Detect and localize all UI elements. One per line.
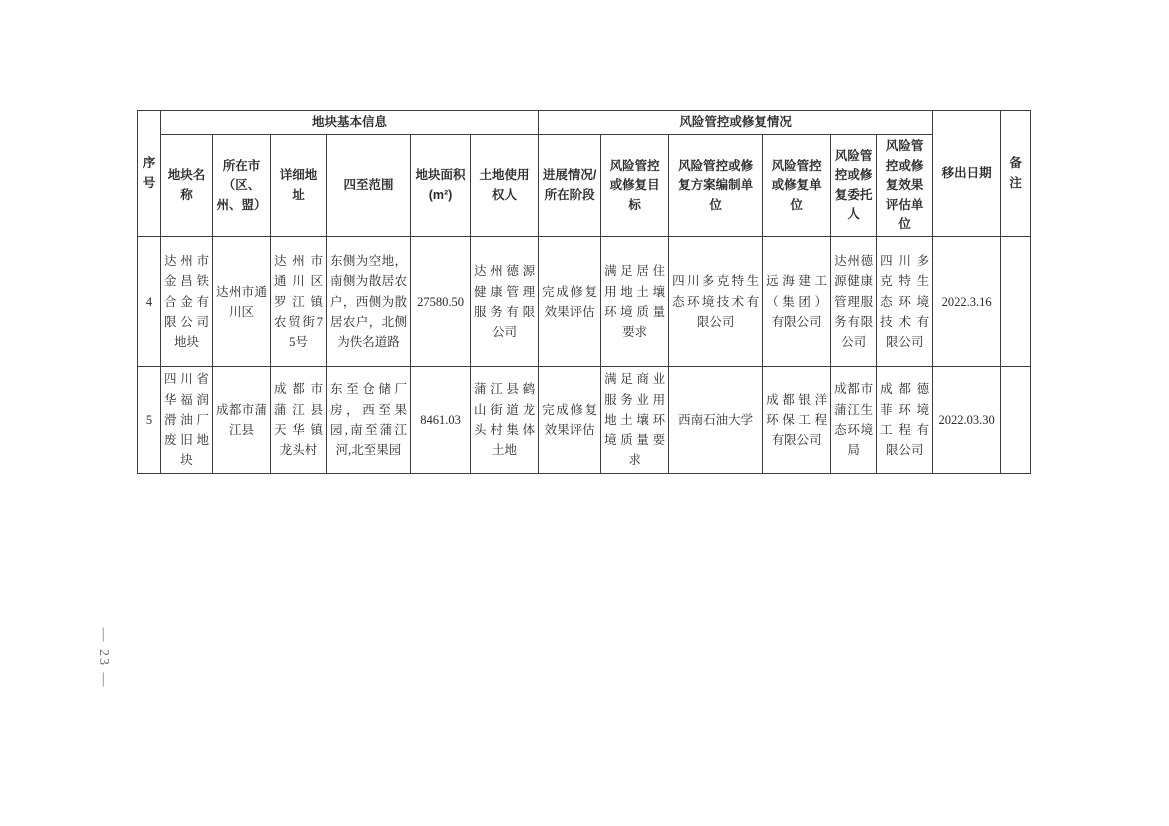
cell-area: 27580.50	[411, 237, 471, 367]
cell-boundaries: 东侧为空地，南侧为散居农户，西侧为散居农户，北侧为佚名道路	[327, 237, 411, 367]
cell-city: 成都市蒲江县	[213, 367, 271, 473]
header-evaluator: 风险管控或修复效果评估单位	[877, 135, 933, 237]
header-removal-date: 移出日期	[933, 111, 1001, 237]
header-group-risk-info: 风险管控或修复情况	[539, 111, 933, 135]
cell-progress: 完成修复效果评估	[539, 367, 601, 473]
header-land-user: 土地使用权人	[471, 135, 539, 237]
cell-city: 达州市通川区	[213, 237, 271, 367]
cell-evaluator: 四川多克特生态环境技术有限公司	[877, 237, 933, 367]
cell-progress: 完成修复效果评估	[539, 237, 601, 367]
cell-target: 满足居住用地土壤环境质量要求	[601, 237, 669, 367]
cell-address: 成都市蒲江县天华镇龙头村	[271, 367, 327, 473]
cell-client: 成都市蒲江生态环境局	[831, 367, 877, 473]
cell-parcel-name: 达州市金昌铁合金有限公司地块	[161, 237, 213, 367]
header-serial: 序号	[138, 111, 161, 237]
cell-repair-unit: 成都银洋环保工程有限公司	[763, 367, 831, 473]
header-area: 地块面积(m²)	[411, 135, 471, 237]
cell-remark	[1001, 237, 1031, 367]
table-subheader-row	[138, 135, 1031, 237]
cell-evaluator: 成都德菲环境工程有限公司	[877, 367, 933, 473]
table-row	[138, 237, 1031, 367]
cell-plan-maker: 西南石油大学	[669, 367, 763, 473]
header-boundaries: 四至范围	[327, 135, 411, 237]
header-target: 风险管控或修复目标	[601, 135, 669, 237]
cell-removal-date: 2022.3.16	[933, 237, 1001, 367]
table-group-header-row	[138, 111, 1031, 135]
cell-target: 满足商业服务业用地土壤环境质量要求	[601, 367, 669, 473]
cell-address: 达州市通川区罗江镇农贸街75号	[271, 237, 327, 367]
header-repair-unit: 风险管控或修复单位	[763, 135, 831, 237]
header-client: 风险管控或修复委托人	[831, 135, 877, 237]
header-parcel-name: 地块名称	[161, 135, 213, 237]
header-progress: 进展情况/所在阶段	[539, 135, 601, 237]
table-row	[138, 367, 1031, 473]
page-number: — 23 —	[96, 627, 111, 689]
header-plan-maker: 风险管控或修复方案编制单位	[669, 135, 763, 237]
cell-serial: 4	[138, 237, 161, 367]
cell-client: 达州德源健康管理服务有限公司	[831, 237, 877, 367]
cell-parcel-name: 四川省华福润滑油厂废旧地块	[161, 367, 213, 473]
cell-boundaries: 东至仓储厂房，西至果园,南至蒲江河,北至果园	[327, 367, 411, 473]
cell-removal-date: 2022.03.30	[933, 367, 1001, 473]
cell-land-user: 达州德源健康管理服务有限公司	[471, 237, 539, 367]
header-remark: 备注	[1001, 111, 1031, 237]
land-parcel-table	[137, 110, 1031, 474]
header-group-basic-info: 地块基本信息	[161, 111, 539, 135]
cell-plan-maker: 四川多克特生态环境技术有限公司	[669, 237, 763, 367]
header-address: 详细地址	[271, 135, 327, 237]
cell-serial: 5	[138, 367, 161, 473]
cell-remark	[1001, 367, 1031, 473]
cell-land-user: 蒲江县鹤山街道龙头村集体土地	[471, 367, 539, 473]
cell-area: 8461.03	[411, 367, 471, 473]
header-city: 所在市（区、州、盟）	[213, 135, 271, 237]
cell-repair-unit: 远海建工（集团）有限公司	[763, 237, 831, 367]
